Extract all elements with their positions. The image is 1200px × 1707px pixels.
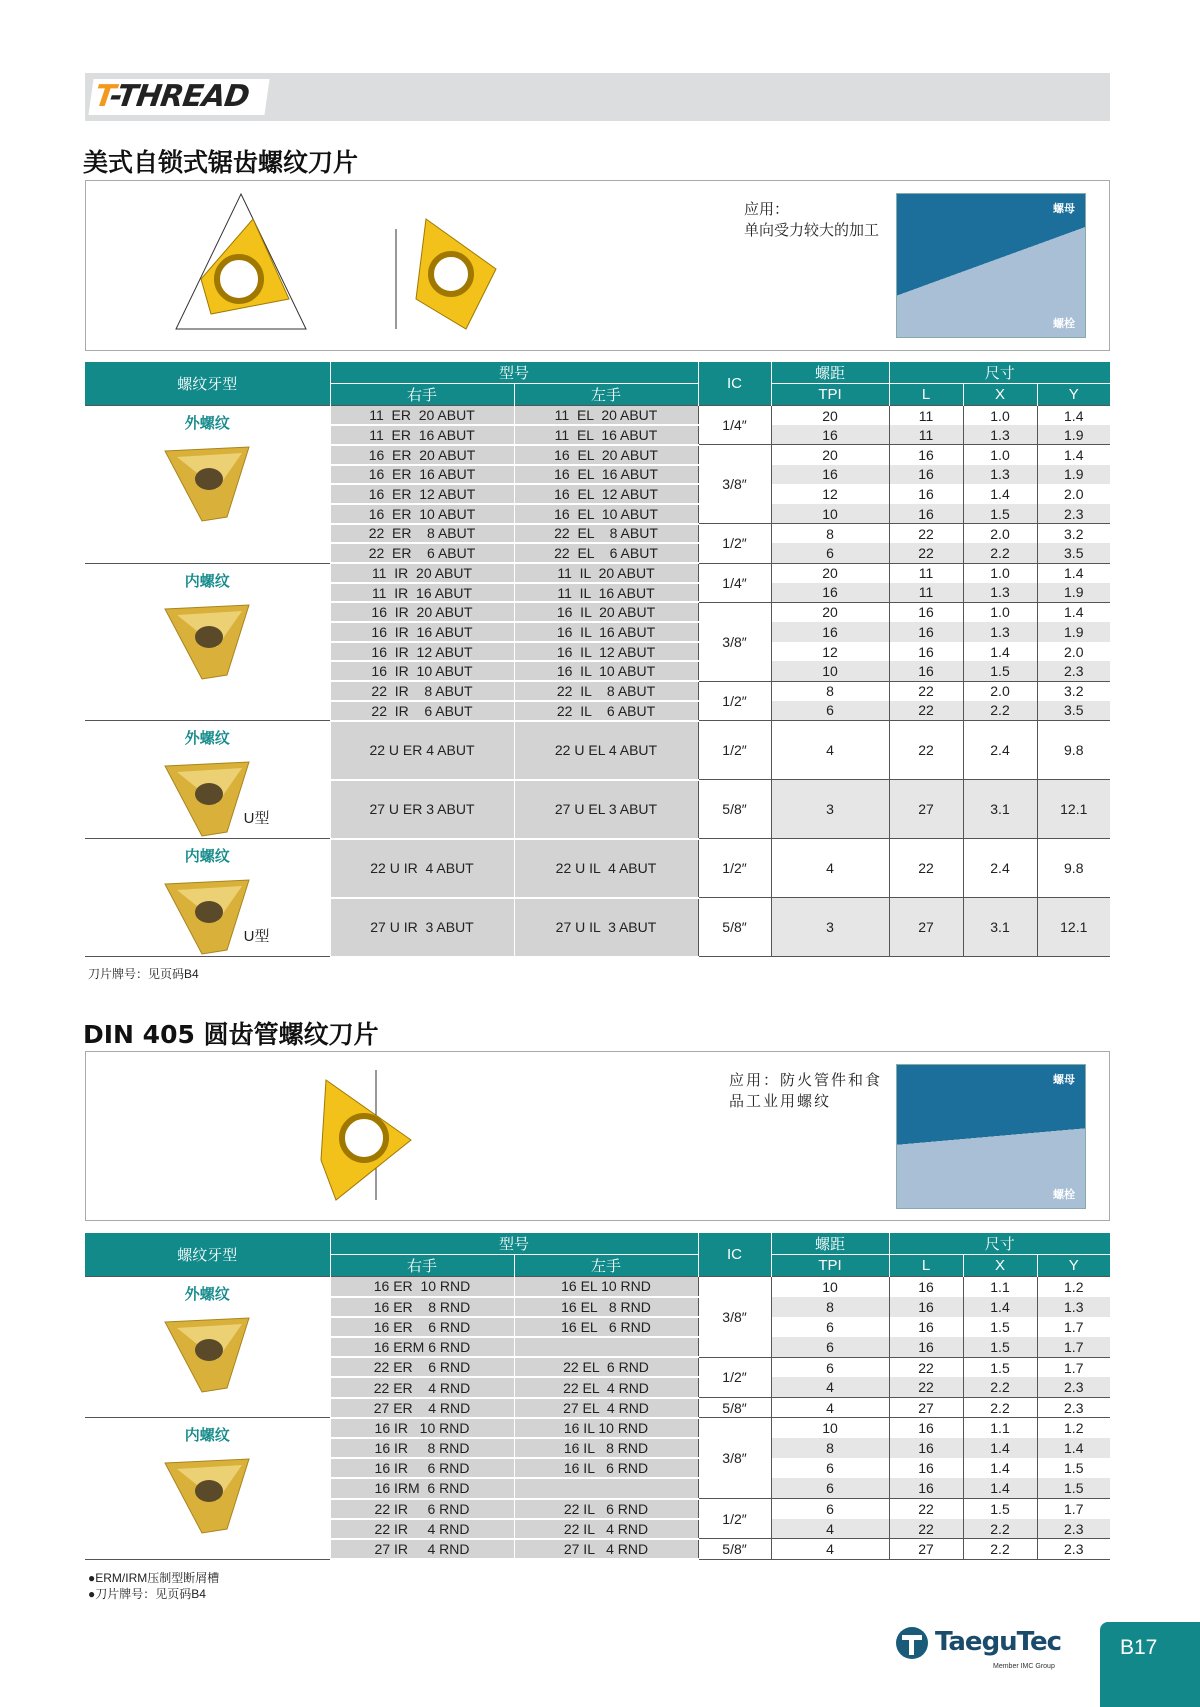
tpi-value: 16 bbox=[771, 465, 889, 485]
thread-type-cell bbox=[85, 721, 330, 839]
l-value: 22 bbox=[889, 1377, 963, 1397]
right-hand-model: 16 IRM 6 RND bbox=[330, 1478, 514, 1498]
y-value: 9.8 bbox=[1037, 721, 1110, 780]
left-hand-model: 22 IL 6 RND bbox=[514, 1499, 698, 1519]
header-thread-type: 螺纹牙型 bbox=[85, 1233, 330, 1277]
insert-photo bbox=[157, 439, 257, 523]
table-row bbox=[85, 1277, 1110, 1297]
y-value: 1.9 bbox=[1037, 425, 1110, 445]
page-number-tab: B17 bbox=[1100, 1622, 1200, 1707]
ic-size: 5/8″ bbox=[698, 1398, 771, 1418]
left-hand-model: 22 U IL 4 ABUT bbox=[514, 839, 698, 898]
l-value: 16 bbox=[889, 661, 963, 681]
tpi-value: 20 bbox=[771, 602, 889, 622]
tpi-value: 4 bbox=[771, 1539, 889, 1559]
l-value: 16 bbox=[889, 1458, 963, 1478]
table-row bbox=[85, 721, 1110, 780]
right-hand-model: 22 U IR 4 ABUT bbox=[330, 839, 514, 898]
header-tpi: TPI bbox=[771, 1255, 889, 1277]
left-hand-model: 16 IL 10 RND bbox=[514, 1418, 698, 1438]
y-value: 1.7 bbox=[1037, 1337, 1110, 1357]
tpi-value: 4 bbox=[771, 1519, 889, 1539]
tpi-value: 4 bbox=[771, 1398, 889, 1418]
left-hand-model bbox=[514, 1478, 698, 1498]
header-bar bbox=[85, 73, 1110, 121]
insert-dimension-drawing bbox=[171, 189, 311, 339]
tpi-value: 20 bbox=[771, 445, 889, 465]
right-hand-model: 16 ERM 6 RND bbox=[330, 1337, 514, 1357]
application-label: 应用： bbox=[744, 201, 790, 218]
header-y: Y bbox=[1037, 384, 1110, 406]
right-hand-model: 11 ER 16 ABUT bbox=[330, 425, 514, 445]
left-hand-model: 27 U EL 3 ABUT bbox=[514, 780, 698, 839]
tpi-value: 8 bbox=[771, 1438, 889, 1458]
insert-photo bbox=[157, 597, 257, 681]
ic-size: 3/8″ bbox=[698, 445, 771, 524]
tpi-value: 16 bbox=[771, 622, 889, 642]
l-value: 16 bbox=[889, 504, 963, 524]
l-value: 11 bbox=[889, 563, 963, 583]
left-hand-model: 16 IL 12 ABUT bbox=[514, 642, 698, 662]
l-value: 16 bbox=[889, 445, 963, 465]
tpi-value: 4 bbox=[771, 839, 889, 898]
l-value: 22 bbox=[889, 1519, 963, 1539]
tpi-value: 6 bbox=[771, 1317, 889, 1337]
header-x: X bbox=[963, 384, 1037, 406]
y-value: 3.2 bbox=[1037, 524, 1110, 544]
x-value: 1.0 bbox=[963, 563, 1037, 583]
y-value: 12.1 bbox=[1037, 898, 1110, 957]
x-value: 1.0 bbox=[963, 445, 1037, 465]
section1-title: 美式自锁式锯齿螺纹刀片 bbox=[83, 148, 359, 177]
ic-size: 1/2″ bbox=[698, 1499, 771, 1539]
left-hand-model: 16 EL 12 ABUT bbox=[514, 484, 698, 504]
l-value: 27 bbox=[889, 780, 963, 839]
left-hand-model: 16 EL 10 ABUT bbox=[514, 504, 698, 524]
thread-type-cell bbox=[85, 1277, 330, 1418]
left-hand-model: 16 IL 16 ABUT bbox=[514, 622, 698, 642]
tpi-value: 20 bbox=[771, 563, 889, 583]
note-chipbreaker: ●ERM/IRM压制型断屑槽 bbox=[88, 1571, 220, 1585]
right-hand-model: 22 ER 6 RND bbox=[330, 1357, 514, 1377]
ic-size: 5/8″ bbox=[698, 1539, 771, 1559]
right-hand-model: 16 ER 16 ABUT bbox=[330, 465, 514, 485]
insert-photo bbox=[157, 872, 257, 956]
left-hand-model: 22 IL 8 ABUT bbox=[514, 681, 698, 701]
y-value: 2.3 bbox=[1037, 1519, 1110, 1539]
taegutec-logo bbox=[895, 1622, 1085, 1682]
tpi-value: 8 bbox=[771, 681, 889, 701]
y-value: 2.3 bbox=[1037, 1539, 1110, 1559]
table-row bbox=[85, 563, 1110, 583]
insert-photo bbox=[157, 1451, 257, 1535]
x-value: 3.1 bbox=[963, 780, 1037, 839]
y-value: 1.4 bbox=[1037, 445, 1110, 465]
x-value: 1.3 bbox=[963, 622, 1037, 642]
x-value: 1.0 bbox=[963, 602, 1037, 622]
l-value: 22 bbox=[889, 543, 963, 563]
right-hand-model: 22 ER 4 RND bbox=[330, 1377, 514, 1397]
ic-size: 3/8″ bbox=[698, 602, 771, 681]
table-row bbox=[85, 406, 1110, 426]
x-value: 1.4 bbox=[963, 1297, 1037, 1317]
tpi-value: 6 bbox=[771, 1478, 889, 1498]
l-value: 16 bbox=[889, 602, 963, 622]
t-thread-logo: T-THREAD bbox=[88, 79, 269, 115]
tpi-value: 4 bbox=[771, 1377, 889, 1397]
header-pitch: 螺距 bbox=[771, 362, 889, 384]
right-hand-model: 11 IR 20 ABUT bbox=[330, 563, 514, 583]
x-value: 2.2 bbox=[963, 1398, 1037, 1418]
left-hand-model: 27 EL 4 RND bbox=[514, 1398, 698, 1418]
tpi-value: 12 bbox=[771, 642, 889, 662]
left-hand-model: 22 IL 4 RND bbox=[514, 1519, 698, 1539]
tpi-value: 10 bbox=[771, 661, 889, 681]
note-grade: ●刀片牌号：见页码B4 bbox=[88, 1587, 206, 1601]
left-hand-model: 16 EL 6 RND bbox=[514, 1317, 698, 1337]
right-hand-model: 16 IR 12 ABUT bbox=[330, 642, 514, 662]
y-value: 12.1 bbox=[1037, 780, 1110, 839]
x-value: 1.4 bbox=[963, 484, 1037, 504]
header-model: 型号 bbox=[330, 1233, 698, 1255]
ic-size: 1/2″ bbox=[698, 524, 771, 563]
tpi-value: 8 bbox=[771, 1297, 889, 1317]
l-value: 22 bbox=[889, 681, 963, 701]
x-value: 2.0 bbox=[963, 681, 1037, 701]
insert-photo bbox=[157, 754, 257, 838]
header-tpi: TPI bbox=[771, 384, 889, 406]
y-value: 1.7 bbox=[1037, 1499, 1110, 1519]
l-value: 27 bbox=[889, 1539, 963, 1559]
y-value: 1.5 bbox=[1037, 1458, 1110, 1478]
y-value: 1.4 bbox=[1037, 602, 1110, 622]
y-value: 2.3 bbox=[1037, 1398, 1110, 1418]
ic-size: 1/2″ bbox=[698, 681, 771, 720]
header-y: Y bbox=[1037, 1255, 1110, 1277]
tpi-value: 6 bbox=[771, 1499, 889, 1519]
right-hand-model: 16 IR 8 RND bbox=[330, 1438, 514, 1458]
x-value: 1.5 bbox=[963, 1499, 1037, 1519]
brand-name: TaeguTec bbox=[935, 1627, 1062, 1657]
right-hand-model: 16 ER 6 RND bbox=[330, 1317, 514, 1337]
left-hand-model: 16 EL 10 RND bbox=[514, 1277, 698, 1297]
left-hand-model: 16 IL 10 ABUT bbox=[514, 661, 698, 681]
left-hand-model: 22 EL 6 ABUT bbox=[514, 543, 698, 563]
l-value: 27 bbox=[889, 1398, 963, 1418]
y-value: 2.3 bbox=[1037, 661, 1110, 681]
l-value: 27 bbox=[889, 898, 963, 957]
insert-side-drawing bbox=[386, 189, 526, 339]
thread-type-cell bbox=[85, 563, 330, 721]
tpi-value: 6 bbox=[771, 1458, 889, 1478]
header-thread-type: 螺纹牙型 bbox=[85, 362, 330, 406]
tpi-value: 16 bbox=[771, 583, 889, 603]
l-value: 22 bbox=[889, 1499, 963, 1519]
right-hand-model: 22 IR 4 RND bbox=[330, 1519, 514, 1539]
y-value: 1.5 bbox=[1037, 1478, 1110, 1498]
thread-type-label: 外螺纹 bbox=[184, 730, 230, 747]
header-dims: 尺寸 bbox=[889, 1233, 1110, 1255]
left-hand-model: 11 IL 16 ABUT bbox=[514, 583, 698, 603]
tpi-value: 10 bbox=[771, 1418, 889, 1438]
application-text-2: 品工业用螺纹 bbox=[729, 1093, 832, 1110]
right-hand-model: 22 U ER 4 ABUT bbox=[330, 721, 514, 780]
l-value: 16 bbox=[889, 1438, 963, 1458]
l-value: 16 bbox=[889, 1317, 963, 1337]
l-value: 11 bbox=[889, 406, 963, 426]
header-left: 左手 bbox=[514, 384, 698, 406]
right-hand-model: 27 U IR 3 ABUT bbox=[330, 898, 514, 957]
x-value: 1.3 bbox=[963, 465, 1037, 485]
application-text-1: 应用：防火管件和食 bbox=[729, 1072, 883, 1089]
y-value: 3.5 bbox=[1037, 543, 1110, 563]
ic-size: 3/8″ bbox=[698, 1277, 771, 1358]
left-hand-model: 11 EL 20 ABUT bbox=[514, 406, 698, 426]
right-hand-model: 22 ER 8 ABUT bbox=[330, 524, 514, 544]
l-value: 22 bbox=[889, 1357, 963, 1377]
right-hand-model: 22 IR 6 ABUT bbox=[330, 701, 514, 721]
ic-size: 1/4″ bbox=[698, 563, 771, 602]
right-hand-model: 27 U ER 3 ABUT bbox=[330, 780, 514, 839]
y-value: 1.4 bbox=[1037, 406, 1110, 426]
right-hand-model: 27 ER 4 RND bbox=[330, 1398, 514, 1418]
x-value: 2.2 bbox=[963, 1539, 1037, 1559]
l-value: 11 bbox=[889, 583, 963, 603]
y-value: 1.9 bbox=[1037, 583, 1110, 603]
tpi-value: 12 bbox=[771, 484, 889, 504]
section1-diagram-box bbox=[85, 180, 1110, 351]
left-hand-model: 22 EL 4 RND bbox=[514, 1377, 698, 1397]
right-hand-model: 22 IR 6 RND bbox=[330, 1499, 514, 1519]
header-model: 型号 bbox=[330, 362, 698, 384]
y-value: 2.3 bbox=[1037, 504, 1110, 524]
ic-size: 1/2″ bbox=[698, 721, 771, 780]
right-hand-model: 16 ER 12 ABUT bbox=[330, 484, 514, 504]
right-hand-model: 16 IR 10 RND bbox=[330, 1418, 514, 1438]
ic-size: 3/8″ bbox=[698, 1418, 771, 1499]
left-hand-model: 22 EL 6 RND bbox=[514, 1357, 698, 1377]
u-type-label: U型 bbox=[243, 810, 270, 827]
left-hand-model: 16 EL 16 ABUT bbox=[514, 465, 698, 485]
brand-subtitle: Member IMC Group bbox=[993, 1663, 1055, 1670]
left-hand-model: 16 EL 20 ABUT bbox=[514, 445, 698, 465]
x-value: 1.1 bbox=[963, 1277, 1037, 1297]
grade-note: 刀片牌号：见页码B4 bbox=[88, 967, 199, 981]
x-value: 2.2 bbox=[963, 1519, 1037, 1539]
l-value: 16 bbox=[889, 484, 963, 504]
thread-type-label: 外螺纹 bbox=[184, 415, 230, 432]
l-value: 11 bbox=[889, 425, 963, 445]
x-value: 1.4 bbox=[963, 1438, 1037, 1458]
tpi-value: 6 bbox=[771, 543, 889, 563]
tpi-value: 10 bbox=[771, 504, 889, 524]
taegutec-emblem-icon bbox=[895, 1626, 929, 1660]
x-value: 1.5 bbox=[963, 504, 1037, 524]
right-hand-model: 22 ER 6 ABUT bbox=[330, 543, 514, 563]
y-value: 1.4 bbox=[1037, 563, 1110, 583]
thread-profile-picture: 螺母 螺栓 bbox=[896, 193, 1086, 338]
tpi-value: 8 bbox=[771, 524, 889, 544]
y-value: 1.2 bbox=[1037, 1418, 1110, 1438]
left-hand-model: 27 IL 4 RND bbox=[514, 1539, 698, 1559]
tpi-value: 6 bbox=[771, 1357, 889, 1377]
right-hand-model: 16 ER 10 ABUT bbox=[330, 504, 514, 524]
left-hand-model: 11 IL 20 ABUT bbox=[514, 563, 698, 583]
right-hand-model: 16 IR 16 ABUT bbox=[330, 622, 514, 642]
x-value: 1.4 bbox=[963, 642, 1037, 662]
y-value: 1.3 bbox=[1037, 1297, 1110, 1317]
left-hand-model: 16 IL 8 RND bbox=[514, 1438, 698, 1458]
header-left: 左手 bbox=[514, 1255, 698, 1277]
tpi-value: 20 bbox=[771, 406, 889, 426]
x-value: 2.4 bbox=[963, 839, 1037, 898]
l-value: 16 bbox=[889, 1337, 963, 1357]
y-value: 1.2 bbox=[1037, 1277, 1110, 1297]
right-hand-model: 16 IR 6 RND bbox=[330, 1458, 514, 1478]
tpi-value: 3 bbox=[771, 898, 889, 957]
y-value: 2.0 bbox=[1037, 484, 1110, 504]
section2-title: DIN 405 圆齿管螺纹刀片 bbox=[83, 1020, 379, 1049]
l-value: 16 bbox=[889, 465, 963, 485]
left-hand-model: 16 IL 20 ABUT bbox=[514, 602, 698, 622]
application-text: 单向受力较大的加工 bbox=[744, 222, 880, 239]
left-hand-model bbox=[514, 1337, 698, 1357]
right-hand-model: 22 IR 8 ABUT bbox=[330, 681, 514, 701]
header-right: 右手 bbox=[330, 1255, 514, 1277]
header-pitch: 螺距 bbox=[771, 1233, 889, 1255]
right-hand-model: 16 ER 20 ABUT bbox=[330, 445, 514, 465]
right-hand-model: 16 IR 10 ABUT bbox=[330, 661, 514, 681]
x-value: 1.3 bbox=[963, 583, 1037, 603]
tpi-value: 3 bbox=[771, 780, 889, 839]
header-x: X bbox=[963, 1255, 1037, 1277]
x-value: 1.4 bbox=[963, 1458, 1037, 1478]
u-type-label: U型 bbox=[243, 928, 270, 945]
rnd-insert-drawing bbox=[286, 1060, 436, 1210]
l-value: 16 bbox=[889, 1297, 963, 1317]
right-hand-model: 16 IR 20 ABUT bbox=[330, 602, 514, 622]
x-value: 1.5 bbox=[963, 1337, 1037, 1357]
x-value: 1.5 bbox=[963, 1317, 1037, 1337]
x-value: 1.3 bbox=[963, 425, 1037, 445]
y-value: 3.2 bbox=[1037, 681, 1110, 701]
right-hand-model: 16 ER 10 RND bbox=[330, 1277, 514, 1297]
left-hand-model: 22 U EL 4 ABUT bbox=[514, 721, 698, 780]
y-value: 1.9 bbox=[1037, 622, 1110, 642]
thread-type-label: 内螺纹 bbox=[184, 572, 230, 590]
abut-insert-table bbox=[85, 362, 1110, 958]
y-value: 9.8 bbox=[1037, 839, 1110, 898]
x-value: 2.2 bbox=[963, 1377, 1037, 1397]
left-hand-model: 16 EL 8 RND bbox=[514, 1297, 698, 1317]
thread-type-label: 外螺纹 bbox=[184, 1286, 230, 1303]
x-value: 1.5 bbox=[963, 661, 1037, 681]
right-hand-model: 27 IR 4 RND bbox=[330, 1539, 514, 1559]
thread-type-cell bbox=[85, 1418, 330, 1559]
l-value: 16 bbox=[889, 642, 963, 662]
l-value: 16 bbox=[889, 1478, 963, 1498]
tpi-value: 4 bbox=[771, 721, 889, 780]
table-row bbox=[85, 1418, 1110, 1438]
table-row bbox=[85, 839, 1110, 898]
y-value: 1.4 bbox=[1037, 1438, 1110, 1458]
right-hand-model: 16 ER 8 RND bbox=[330, 1297, 514, 1317]
tpi-value: 10 bbox=[771, 1277, 889, 1297]
section2-diagram-box bbox=[85, 1051, 1110, 1221]
l-value: 22 bbox=[889, 701, 963, 721]
x-value: 2.4 bbox=[963, 721, 1037, 780]
x-value: 3.1 bbox=[963, 898, 1037, 957]
thread-type-label: 内螺纹 bbox=[184, 848, 230, 865]
header-ic: IC bbox=[698, 362, 771, 406]
x-value: 2.0 bbox=[963, 524, 1037, 544]
ic-size: 1/4″ bbox=[698, 406, 771, 445]
header-ic: IC bbox=[698, 1233, 771, 1277]
x-value: 1.5 bbox=[963, 1357, 1037, 1377]
x-value: 2.2 bbox=[963, 701, 1037, 721]
l-value: 16 bbox=[889, 1418, 963, 1438]
y-value: 2.3 bbox=[1037, 1377, 1110, 1397]
right-hand-model: 11 ER 20 ABUT bbox=[330, 406, 514, 426]
thread-type-cell bbox=[85, 406, 330, 564]
tpi-value: 6 bbox=[771, 701, 889, 721]
x-value: 1.1 bbox=[963, 1418, 1037, 1438]
insert-photo bbox=[157, 1310, 257, 1394]
ic-size: 1/2″ bbox=[698, 839, 771, 898]
ic-size: 5/8″ bbox=[698, 898, 771, 957]
ic-size: 1/2″ bbox=[698, 1357, 771, 1397]
left-hand-model: 22 IL 6 ABUT bbox=[514, 701, 698, 721]
x-value: 1.4 bbox=[963, 1478, 1037, 1498]
header-dims: 尺寸 bbox=[889, 362, 1110, 384]
header-right: 右手 bbox=[330, 384, 514, 406]
left-hand-model: 11 EL 16 ABUT bbox=[514, 425, 698, 445]
header-l: L bbox=[889, 1255, 963, 1277]
rnd-insert-table bbox=[85, 1233, 1110, 1560]
y-value: 1.7 bbox=[1037, 1317, 1110, 1337]
tpi-value: 6 bbox=[771, 1337, 889, 1357]
l-value: 22 bbox=[889, 524, 963, 544]
y-value: 1.9 bbox=[1037, 465, 1110, 485]
l-value: 16 bbox=[889, 622, 963, 642]
y-value: 2.0 bbox=[1037, 642, 1110, 662]
thread-type-label: 内螺纹 bbox=[184, 1427, 230, 1445]
thread-type-cell bbox=[85, 839, 330, 957]
x-value: 1.0 bbox=[963, 406, 1037, 426]
round-thread-profile-picture: 螺母 螺栓 bbox=[896, 1064, 1086, 1209]
tpi-value: 16 bbox=[771, 425, 889, 445]
left-hand-model: 16 IL 6 RND bbox=[514, 1458, 698, 1478]
notes bbox=[88, 1570, 219, 1602]
header-l: L bbox=[889, 384, 963, 406]
x-value: 2.2 bbox=[963, 543, 1037, 563]
l-value: 22 bbox=[889, 721, 963, 780]
left-hand-model: 22 EL 8 ABUT bbox=[514, 524, 698, 544]
y-value: 3.5 bbox=[1037, 701, 1110, 721]
right-hand-model: 11 IR 16 ABUT bbox=[330, 583, 514, 603]
ic-size: 5/8″ bbox=[698, 780, 771, 839]
left-hand-model: 27 U IL 3 ABUT bbox=[514, 898, 698, 957]
l-value: 16 bbox=[889, 1277, 963, 1297]
l-value: 22 bbox=[889, 839, 963, 898]
y-value: 1.7 bbox=[1037, 1357, 1110, 1377]
